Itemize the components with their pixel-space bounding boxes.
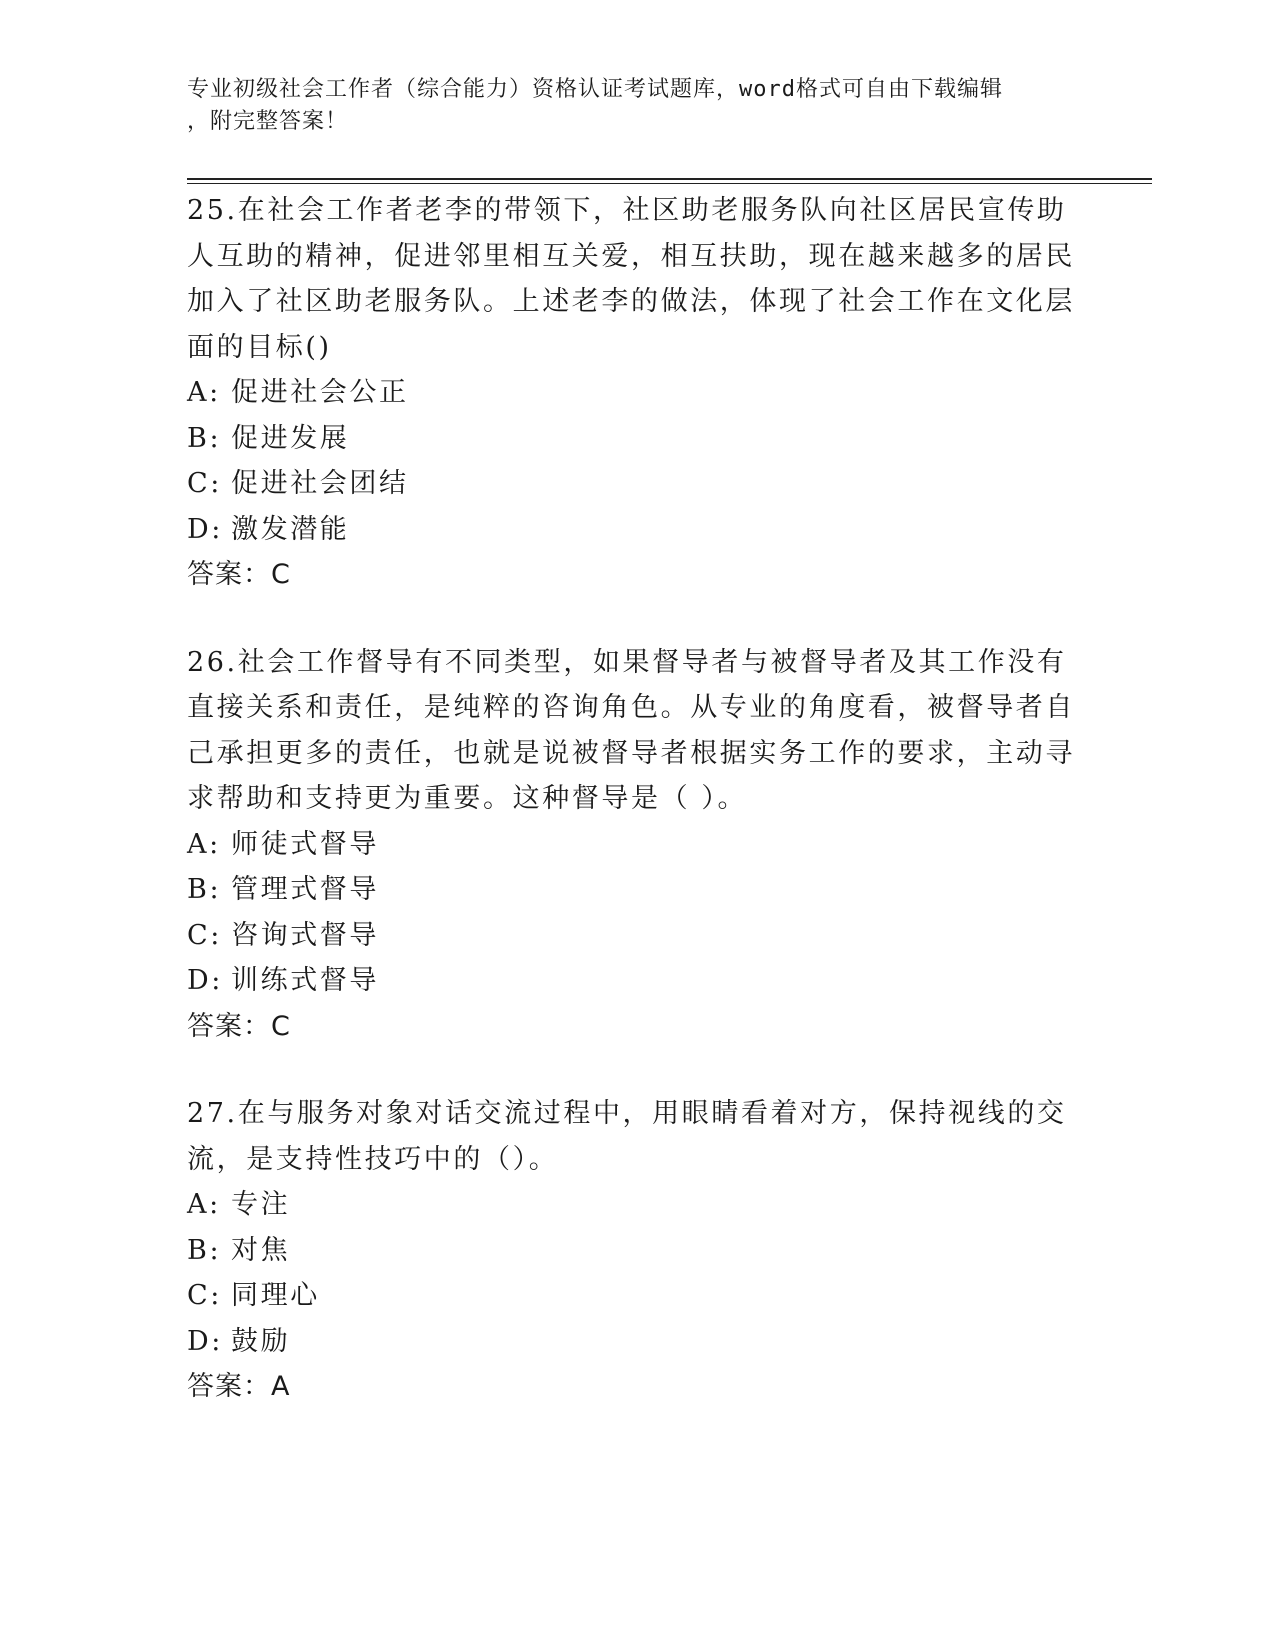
answer-line: 答案：A (187, 1371, 291, 1402)
option-b (187, 867, 1087, 913)
option-a (187, 1182, 1087, 1228)
header-line-1: 专业初级社会工作者（综合能力）资格认证考试题库，word格式可自由下载编辑 (187, 77, 1003, 102)
option-a (187, 822, 1087, 868)
option-letter: D: (187, 513, 223, 545)
question-stem: 25.在社会工作者老李的带领下，社区助老服务队向社区居民宣传助人互助的精神，促进邻里相互关爱，相互扶助，现在越来越多的居民加入了社区助老服务队。上述老李的做法，体现了社会工作在文化层面的目标() (187, 195, 1075, 363)
option-d (187, 1319, 1087, 1365)
option-text: 师徒式督导 (231, 828, 379, 860)
option-c (187, 461, 1087, 507)
option-a (187, 370, 1087, 416)
option-text: 咨询式督导 (231, 919, 379, 951)
header-divider-thin (187, 183, 1152, 184)
option-text: 促进社会公正 (231, 377, 409, 408)
option-letter: C: (187, 919, 222, 951)
option-letter: B: (187, 874, 222, 905)
question-stem: 26.社会工作督导有不同类型，如果督导者与被督导者及其工作没有直接关系和责任，是纯粹的咨询角色。从专业的角度看，被督导者自己承担更多的责任，也就是说被督导者根据实务工作的要求，主动寻求帮助和支持更为重要。这种督导是（ ）。 (187, 646, 1075, 814)
option-letter: B: (187, 1234, 222, 1266)
option-text: 专注 (231, 1189, 291, 1220)
header-line-2: ，附完整答案！ (187, 109, 349, 134)
question-27 (187, 1091, 1087, 1410)
question-26 (187, 640, 1087, 1050)
option-letter: C: (187, 1280, 222, 1311)
option-d (187, 507, 1087, 553)
option-d (187, 958, 1087, 1004)
option-text: 鼓励 (231, 1325, 291, 1357)
question-25 (187, 188, 1087, 598)
question-stem: 27.在与服务对象对话交流过程中，用眼睛看着对方，保持视线的交流，是支持性技巧中的（）。 (187, 1098, 1067, 1175)
option-b (187, 1228, 1087, 1274)
option-letter: D: (187, 1325, 223, 1357)
option-text: 促进发展 (231, 422, 350, 454)
option-text: 训练式督导 (231, 965, 379, 996)
answer-line: 答案：C (187, 1010, 291, 1042)
option-letter: A: (187, 377, 221, 408)
option-text: 激发潜能 (231, 513, 350, 545)
question-list (187, 188, 1087, 1452)
option-letter: B: (187, 422, 222, 454)
option-text: 同理心 (231, 1280, 320, 1311)
option-letter: C: (187, 468, 222, 499)
option-b (187, 416, 1087, 462)
answer-line: 答案：C (187, 559, 291, 590)
option-c (187, 913, 1087, 959)
option-c (187, 1273, 1087, 1319)
header-divider-thick (187, 178, 1152, 180)
option-letter: A: (187, 828, 221, 860)
option-text: 对焦 (231, 1234, 291, 1266)
document-header (187, 74, 1067, 138)
option-letter: A: (187, 1189, 221, 1220)
option-text: 管理式督导 (231, 874, 379, 905)
option-letter: D: (187, 965, 223, 996)
option-text: 促进社会团结 (231, 468, 409, 499)
